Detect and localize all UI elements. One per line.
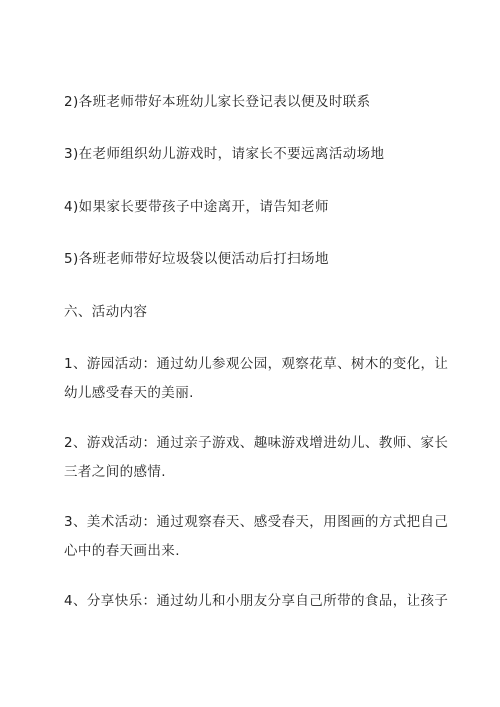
activity-4-line-1: 4、分享快乐：通过幼儿和小朋友分享自己所带的食品，让孩子 — [64, 593, 449, 609]
item-3-text: 3)在老师组织幼儿游戏时，请家长不要远离活动场地 — [64, 146, 385, 162]
activity-2-line-1: 2、游戏活动：通过亲子游戏、趣味游戏增进幼儿、教师、家长 — [64, 435, 449, 451]
activity-2-line-2: 三者之间的感情. — [64, 464, 166, 480]
activity-3-line-1: 3、美术活动：通过观察春天、感受春天，用图画的方式把自己 — [64, 514, 449, 530]
item-2-text: 2)各班老师带好本班幼儿家长登记表以便及时联系 — [64, 94, 371, 110]
activity-3-line-2: 心中的春天画出来. — [64, 543, 180, 559]
activity-1-line-1: 1、游园活动：通过幼儿参观公园，观察花草、树木的变化，让 — [64, 356, 449, 372]
activity-1-line-2: 幼儿感受春天的美丽. — [64, 385, 194, 401]
item-4-text: 4)如果家长要带孩子中途离开，请告知老师 — [64, 199, 329, 215]
item-5-text: 5)各班老师带好垃圾袋以便活动后打扫场地 — [64, 251, 329, 267]
section-heading: 六、活动内容 — [64, 304, 148, 320]
